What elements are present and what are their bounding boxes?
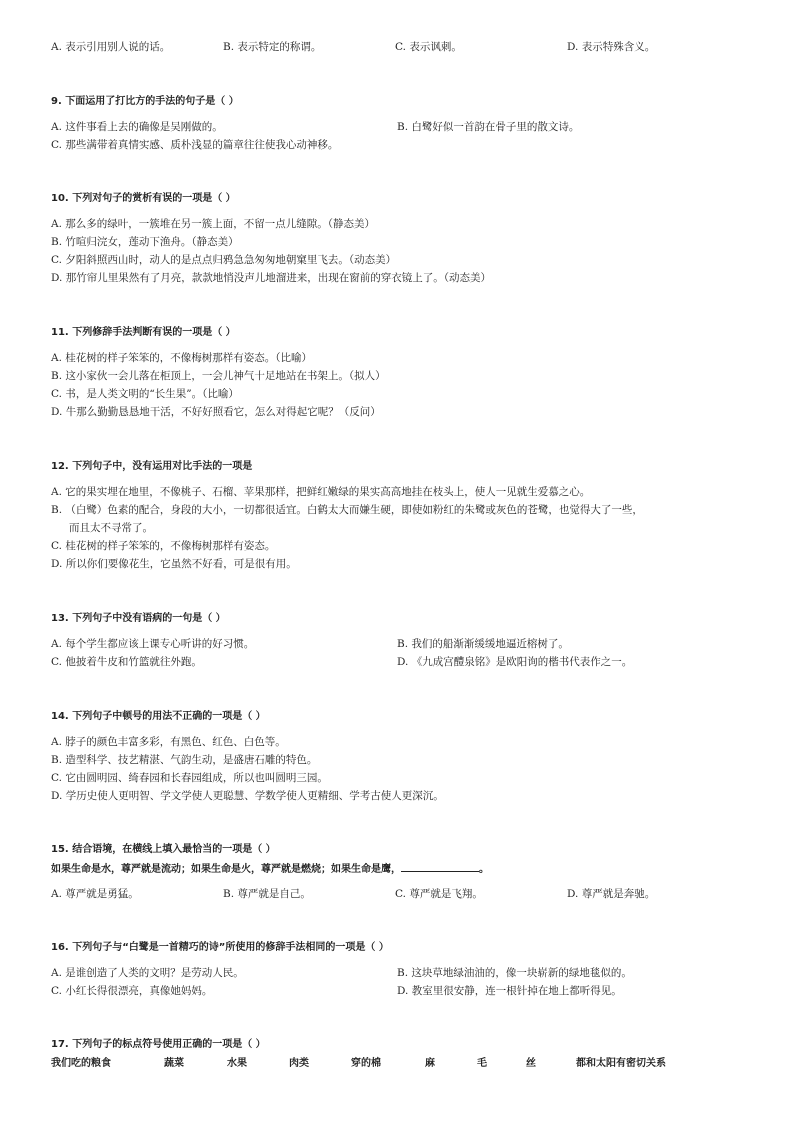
q15-option-b: B. 尊严就是自己。 <box>223 888 311 900</box>
q10-option-c: C. 夕阳斜照西山时，动人的是点点归鸦急急匆匆地朝窠里飞去。（动态美） <box>51 254 397 266</box>
q17-word-2: 蔬菜 <box>164 1058 184 1069</box>
q11-option-d: D. 牛那么勤勤恳恳地干活，不好好照看它，怎么对得起它呢？（反问） <box>51 406 381 418</box>
q8-option-b: B. 表示特定的称谓。 <box>223 41 322 53</box>
q17-word-9: 都和太阳有密切关系 <box>576 1058 666 1069</box>
q15-answer-blank <box>401 861 479 872</box>
q16-option-d: D. 教室里很安静，连一根针掉在地上都听得见。 <box>397 985 622 997</box>
q15-context <box>51 861 489 877</box>
q12-stem: 12. 下列句子中，没有运用对比手法的一项是 <box>51 461 253 472</box>
q13-option-d: D. 《九成宫醴泉铭》是欧阳询的楷书代表作之一。 <box>397 656 633 668</box>
q10-option-d: D. 那竹帘儿里果然有了月亮，款款地悄没声儿地溜进来，出现在窗前的穿衣镜上了。（动态美） <box>51 272 491 284</box>
q12-option-a: A. 它的果实埋在地里，不像桃子、石榴、苹果那样，把鲜红嫩绿的果实高高地挂在枝头上，使人一见就生爱慕之心。 <box>51 486 591 498</box>
q12-option-b: B. （白鹭）色素的配合，身段的大小，一切都很适宜。白鹤太大而嫌生硬，即使如粉红的朱鹭或灰色的苍鹭，也觉得大了一些， <box>51 504 643 516</box>
q14-option-b: B. 造型科学、技艺精湛、气韵生动，是盛唐石雕的特色。 <box>51 754 318 766</box>
q12-option-b-continued: 而且太不寻常了。 <box>69 522 153 534</box>
q17-word-4: 肉类 <box>289 1058 309 1069</box>
q14-option-a: A. 脖子的颜色丰富多彩，有黑色、红色、白色等。 <box>51 736 286 748</box>
q16-option-b: B. 这块草地绿油油的，像一块崭新的绿地毯似的。 <box>397 967 632 979</box>
q11-option-b: B. 这小家伙一会儿落在柜顶上，一会儿神气十足地站在书架上。（拟人） <box>51 370 386 382</box>
q9-option-c: C. 那些满带着真情实感、质朴浅显的篇章往往使我心动神移。 <box>51 139 339 151</box>
q17-word-7: 毛 <box>477 1058 487 1069</box>
q8-option-a: A. 表示引用别人说的话。 <box>51 41 171 53</box>
q17-word-6: 麻 <box>425 1058 435 1069</box>
q9-option-a: A. 这件事看上去的确像是吴刚做的。 <box>51 121 223 133</box>
q10-stem: 10. 下列对句子的赏析有误的一项是（ ） <box>51 193 236 204</box>
q13-option-c: C. 他披着牛皮和竹篮就往外跑。 <box>51 656 202 668</box>
q14-option-d: D. 学历史使人更明智、学文学使人更聪慧、学数学使人更精细、学考古使人更深沉。 <box>51 790 444 802</box>
q8-option-d: D. 表示特殊含义。 <box>567 41 656 53</box>
q9-option-b: B. 白鹭好似一首韵在骨子里的散文诗。 <box>397 121 580 133</box>
q10-option-a: A. 那么多的绿叶，一簇堆在另一簇上面，不留一点儿缝隙。（静态美） <box>51 218 376 230</box>
q13-option-b: B. 我们的船渐渐缓缓地逼近榕树了。 <box>397 638 569 650</box>
q8-option-c: C. 表示讽刺。 <box>395 41 462 53</box>
q15-context-end: 。 <box>479 864 489 875</box>
q11-option-c: C. 书，是人类文明的“长生果”。（比喻） <box>51 388 239 400</box>
q12-option-d: D. 所以你们要像花生，它虽然不好看，可是很有用。 <box>51 558 297 570</box>
q9-stem: 9. 下面运用了打比方的手法的句子是（ ） <box>51 96 239 107</box>
q16-option-a: A. 是谁创造了人类的文明？是劳动人民。 <box>51 967 244 979</box>
q17-word-5: 穿的棉 <box>351 1058 381 1069</box>
q15-option-d: D. 尊严就是奔驰。 <box>567 888 656 900</box>
q15-option-c: C. 尊严就是飞翔。 <box>395 888 483 900</box>
q16-option-c: C. 小红长得很漂亮，真像她妈妈。 <box>51 985 213 997</box>
q12-option-c: C. 桂花树的样子笨笨的，不像梅树那样有姿态。 <box>51 540 276 552</box>
q14-option-c: C. 它由圆明园、绮春园和长春园组成，所以也叫圆明三园。 <box>51 772 328 784</box>
q17-word-3: 水果 <box>227 1058 247 1069</box>
q10-option-b: B. 竹喧归浣女，莲动下渔舟。（静态美） <box>51 236 239 248</box>
q13-option-a: A. 每个学生都应该上课专心听讲的好习惯。 <box>51 638 255 650</box>
q15-context-text: 如果生命是水，尊严就是流动；如果生命是火，尊严就是燃烧；如果生命是鹰， <box>51 864 401 875</box>
q15-stem: 15. 结合语境，在横线上填入最恰当的一项是（ ） <box>51 844 276 855</box>
q11-stem: 11. 下列修辞手法判断有误的一项是（ ） <box>51 327 236 338</box>
q17-stem: 17. 下列句子的标点符号使用正确的一项是（ ） <box>51 1039 266 1050</box>
q13-stem: 13. 下列句子中没有语病的一句是（ ） <box>51 613 226 624</box>
q17-word-8: 丝 <box>526 1058 536 1069</box>
q14-stem: 14. 下列句子中顿号的用法不正确的一项是（ ） <box>51 711 266 722</box>
q17-word-1: 我们吃的粮食 <box>51 1058 111 1069</box>
q16-stem: 16. 下列句子与“白鹭是一首精巧的诗”所使用的修辞手法相同的一项是（ ） <box>51 942 389 953</box>
q11-option-a: A. 桂花树的样子笨笨的，不像梅树那样有姿态。（比喻） <box>51 352 313 364</box>
q15-option-a: A. 尊严就是勇猛。 <box>51 888 139 900</box>
